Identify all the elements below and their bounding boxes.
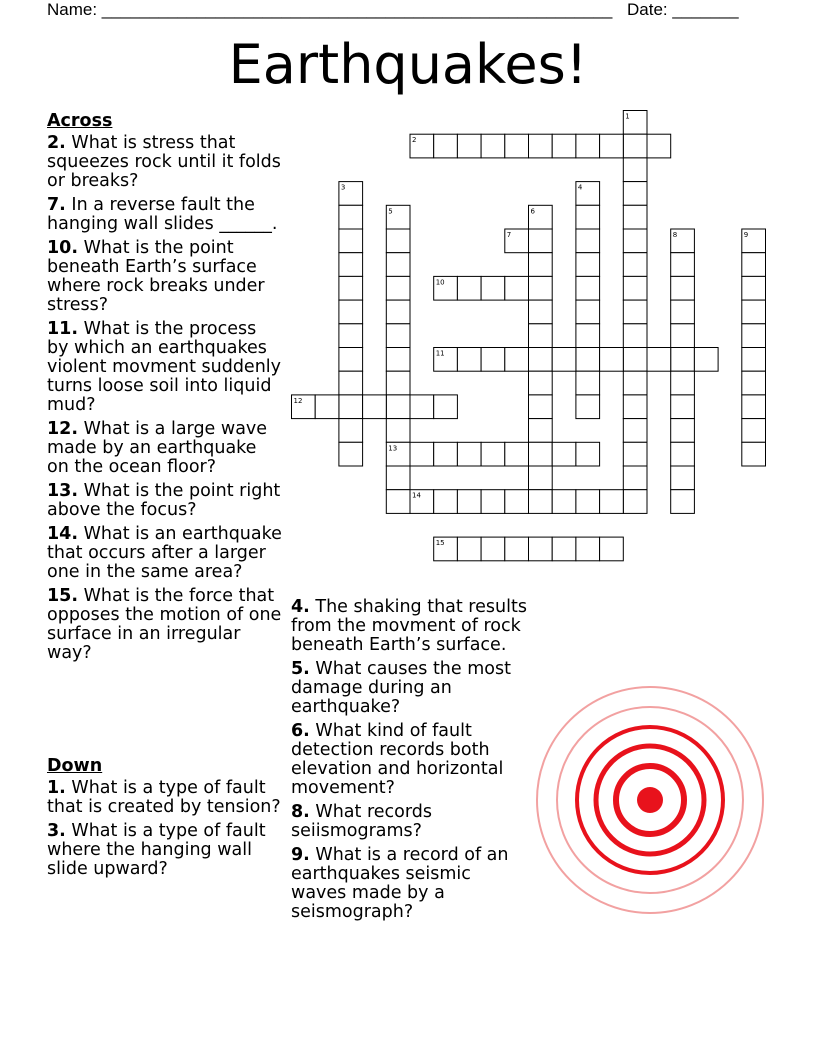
across-heading: Across — [47, 111, 113, 131]
grid-cell-number: 7 — [506, 231, 512, 239]
grid-cell-number: 10 — [435, 278, 445, 287]
clue-number: 3. — [47, 821, 66, 841]
grid-cell-number: 5 — [388, 207, 393, 216]
grid-cell-number: 11 — [435, 349, 445, 358]
clue-text: What records seiismograms? — [291, 802, 432, 841]
grid-cell-number: 8 — [672, 231, 678, 239]
grid-cell-number: 9 — [743, 231, 749, 239]
clue-text: What is the point beneath Earth’s surface where rock breaks under stress? — [47, 238, 265, 315]
grid-cell-number: 15 — [435, 539, 445, 548]
clue-text: What is a type of fault where the hanging wall slide upward? — [47, 821, 266, 879]
clue-text: What is the force that opposes the motion of one surface in an irregular way? — [47, 586, 282, 663]
clue-number: 4. — [291, 597, 310, 617]
clue-text: The shaking that results from the movment of rock beneath Earth’s surface. — [291, 597, 527, 655]
grid-cell-number: 13 — [388, 444, 398, 453]
name-field-label: Name: ______________________________________________________ — [47, 0, 613, 19]
clue-number: 13. — [47, 481, 79, 501]
clue-number: 1. — [47, 778, 66, 798]
clue-text: What is a record of an earthquakes seismic waves made by a seismograph? — [291, 845, 509, 922]
clue-text: What is stress that squeezes rock until it folds or breaks? — [47, 133, 281, 191]
clue-number: 12. — [47, 419, 79, 439]
clue-text: What kind of fault detection records both elevation and horizontal movement? — [291, 721, 504, 798]
date-field-label: Date: _______ — [627, 0, 739, 19]
clue-text: In a reverse fault the hanging wall slides ______. — [47, 195, 278, 234]
clue-text: What is the point right above the focus? — [47, 481, 281, 520]
clue-text: What is an earthquake that occurs after a larger one in the same area? — [47, 524, 282, 582]
clue-number: 6. — [291, 721, 310, 741]
target-center-dot — [637, 787, 663, 813]
clue-number: 9. — [291, 845, 310, 865]
clue-text: What is a type of fault that is created by tension? — [47, 778, 281, 817]
clue-number: 15. — [47, 586, 79, 606]
grid-cell-number: 14 — [412, 491, 421, 500]
page-title: Earthquakes! — [228, 33, 588, 96]
grid-cell-number: 6 — [530, 207, 535, 216]
grid-cell-number: 12 — [293, 396, 303, 405]
clue-number: 7. — [47, 195, 66, 215]
grid-cell-number: 4 — [577, 183, 583, 192]
clue-text: What causes the most damage during an earthquake? — [291, 659, 511, 717]
clue-number: 2. — [47, 133, 66, 153]
clue-number: 5. — [291, 659, 310, 679]
clue-text: What is the process by which an earthquakes violent movment suddenly turns loose soil into liquid mud? — [47, 319, 282, 415]
clue-number: 14. — [47, 524, 79, 544]
down-heading: Down — [47, 756, 103, 776]
clue-number: 8. — [291, 802, 310, 822]
clue-text: What is a large wave made by an earthquake on the ocean floor? — [47, 419, 268, 477]
grid-cell-number: 3 — [340, 183, 346, 192]
grid-cell-number: 2 — [412, 136, 417, 145]
grid-cell-number: 1 — [625, 112, 630, 121]
clue-number: 11. — [47, 319, 79, 339]
clue-number: 10. — [47, 238, 79, 258]
